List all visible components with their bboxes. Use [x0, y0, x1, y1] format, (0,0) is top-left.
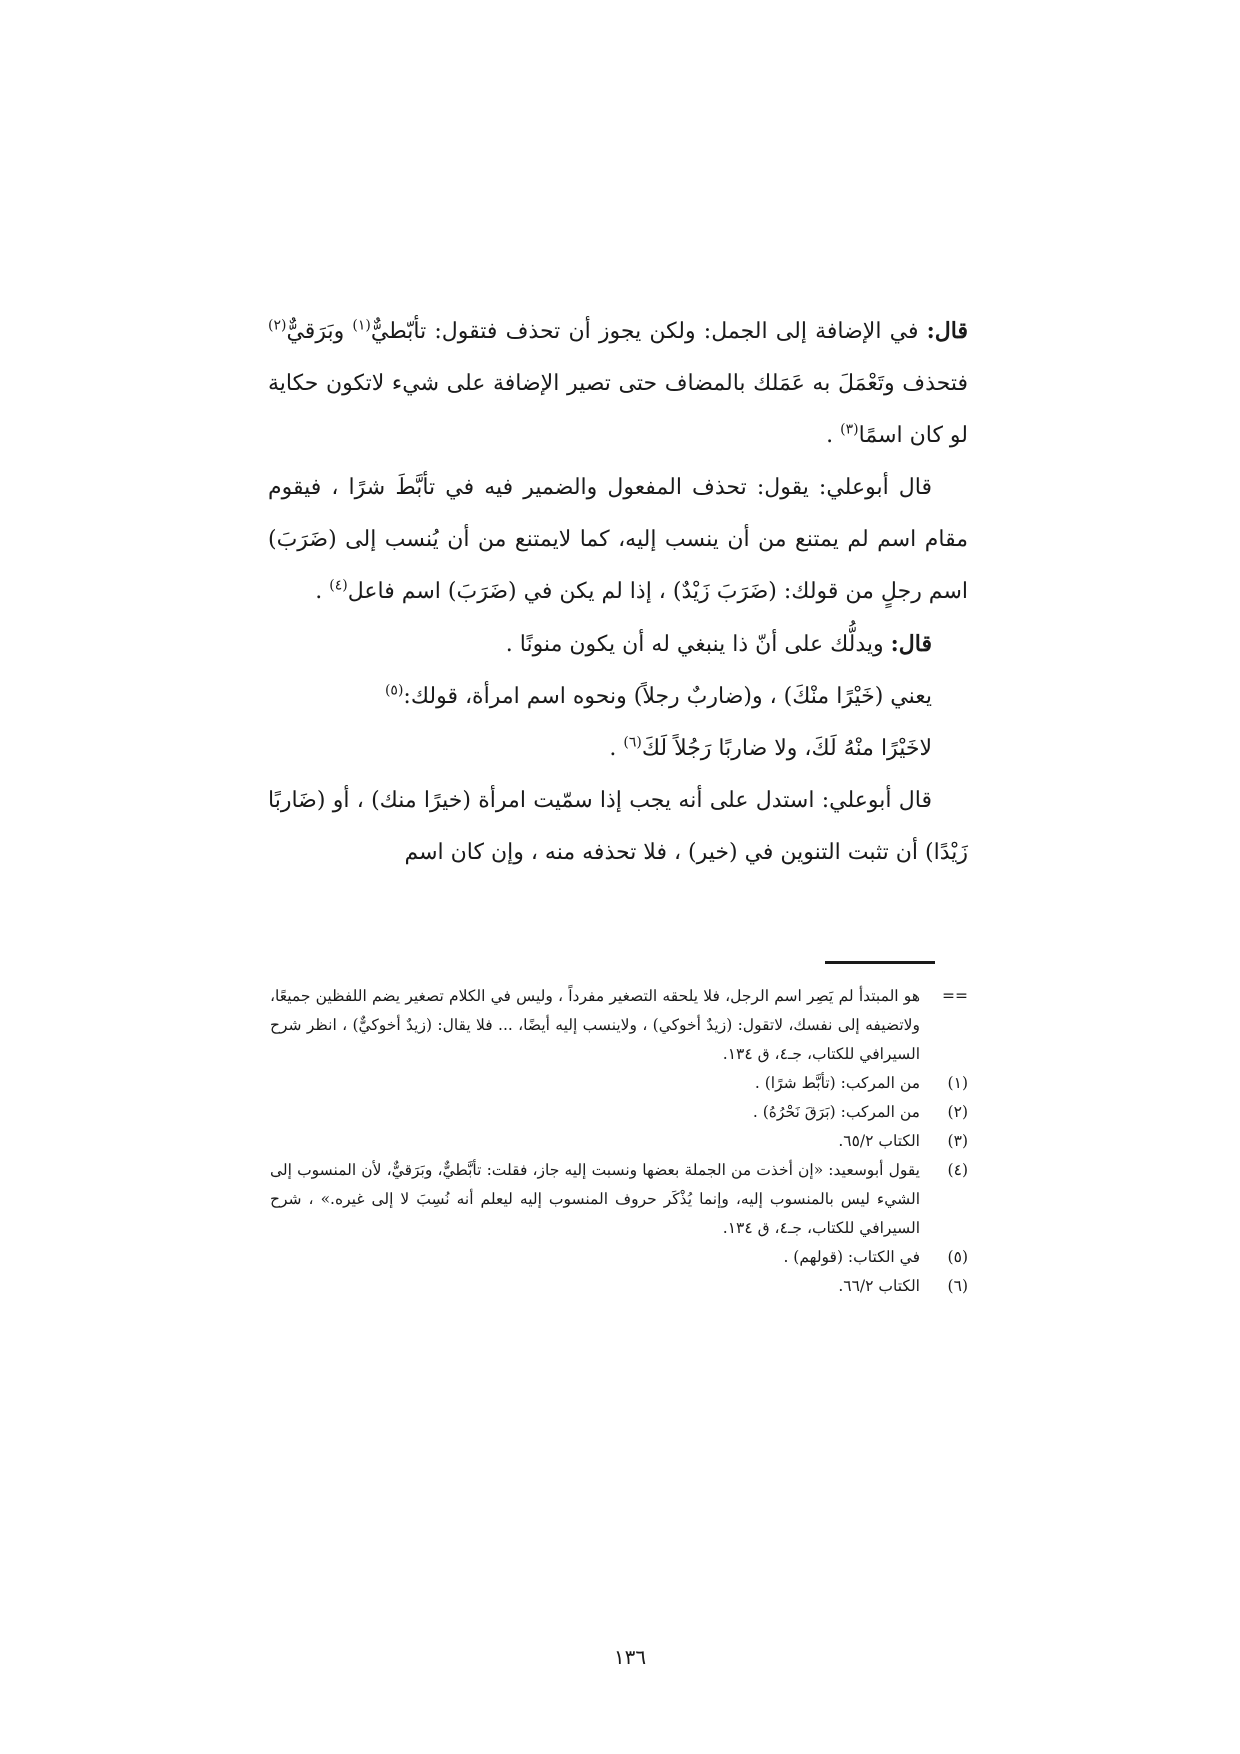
footnote-marker: (٣): [947, 1132, 968, 1150]
footnote-ref-2[interactable]: (٢): [268, 317, 287, 334]
footnote-marker: (٥): [947, 1248, 968, 1266]
footnote-marker: (١): [947, 1074, 968, 1092]
paragraph-6-text-a: قال أبوعلي: استدل على أنه يجب إذا سمّيت امرأة (خيرًا منك) ، أو (ضَاربًا زَيْدًا) أن تثبت التنوين في (خير) ، فلا تحذفه منه ، وإن كان اسم: [268, 788, 968, 865]
footnote-marker: (٦): [947, 1277, 968, 1295]
paragraph-4: [268, 671, 968, 723]
footnotes: [270, 982, 968, 1301]
main-text: [268, 305, 968, 879]
footnote-marker: (٤): [947, 1161, 968, 1179]
paragraph-3: [268, 618, 968, 671]
footnote-ref-5[interactable]: (٥): [384, 682, 404, 699]
paragraph-3-text-a: ويدلُّك على أنّ ذا ينبغي له أن يكون منونًا .: [505, 632, 891, 657]
footnote-1: [270, 1069, 968, 1098]
footnote-ref-1[interactable]: (١): [352, 317, 371, 334]
footnote-text: في الكتاب: (قولهم) .: [783, 1248, 920, 1266]
footnote-text: من المركب: (بَرَقَ نَحْرُهُ) .: [752, 1103, 920, 1121]
footnote-5: [270, 1243, 968, 1272]
paragraph-1-text-c: فتحذف وتَعْمَلَ به عَمَلك بالمضاف حتى تصير الإضافة على شيء لاتكون حكاية لو كان اسمًا: [268, 371, 968, 448]
paragraph-1-lead: قال:: [926, 318, 968, 344]
paragraph-3-lead: قال:: [890, 631, 932, 657]
paragraph-1-text-d: .: [826, 423, 841, 448]
footnote-ref-3[interactable]: (٣): [840, 421, 859, 438]
footnote-text: الكتاب ٦٥/٢.: [838, 1132, 920, 1150]
paragraph-2-text-a: قال أبوعلي: يقول: تحذف المفعول والضمير فيه في تأبَّطَ شرًا ، فيقوم مقام اسم لم يمتنع من أن ينسب إليه، كما لايمتنع من أن يُنسب إلى (ضَرَبَ) اسم رجلٍ من قولك: (ضَرَبَ زَيْدٌ) ، إذا لم يكن في (ضَرَبَ) اسم فاعل: [268, 475, 968, 604]
footnote-continuation: [270, 982, 968, 1069]
footnote-2: [270, 1098, 968, 1127]
paragraph-2-text-b: .: [315, 579, 330, 604]
footnote-ref-4[interactable]: (٤): [329, 577, 348, 594]
footnote-text: الكتاب ٦٦/٢.: [838, 1277, 920, 1295]
page-content: [268, 305, 968, 879]
footnote-marker: (٢): [947, 1103, 968, 1121]
page-number: ١٣٦: [613, 1645, 647, 1669]
footnote-ref-6[interactable]: (٦): [623, 734, 642, 751]
footnote-3: [270, 1127, 968, 1156]
footnote-text: هو المبتدأ لم يَصِر اسم الرجل، فلا يلحقه التصغير مفرداً ، وليس في الكلام تصغير يضم اللفظين جميعًا، ولاتضيفه إلى نفسك، لاتقول: (زيدٌ أخوكي) ، ولاينسب إليه أيضًا، ... فلا يقال: (زيدٌ أخوكيٌّ) ، انظر شرح السيرافي للكتاب، جـ٤، ق ١٣٤.: [270, 987, 920, 1063]
paragraph-1-text-a: في الإضافة إلى الجمل: ولكن يجوز أن تحذف فتقول: تأبّطيٌّ: [370, 319, 927, 344]
paragraph-5-text-b: .: [609, 736, 624, 761]
paragraph-1: [268, 305, 968, 462]
footnote-6: [270, 1272, 968, 1301]
paragraph-6: [268, 775, 968, 879]
footnote-marker: ==: [942, 987, 968, 1005]
paragraph-1-text-b: وبَرَقيٌّ: [286, 319, 353, 344]
paragraph-5-text-a: لاخَيْرًا منْهُ لَكَ، ولا ضاربًا رَجُلاً لَكَ: [641, 736, 932, 761]
paragraph-5: [268, 723, 968, 775]
footnote-separator: [825, 961, 935, 964]
paragraph-4-text-a: يعني (خَيْرًا منْكَ) ، و(ضاربٌ رجلاً) ونحوه اسم امرأة، قولك:: [403, 684, 932, 709]
footnote-text: من المركب: (تأبَّط شرًا) .: [754, 1074, 920, 1092]
footnote-4: [270, 1156, 968, 1243]
paragraph-2: [268, 462, 968, 618]
footnote-text: يقول أبوسعيد: «إن أخذت من الجملة بعضها ونسبت إليه جاز، فقلت: تأبَّطيٌّ، وبَرَقيٌّ، لأن المنسوب إلى الشيء ليس بالمنسوب إليه، وإنما يُذْكَر حروف المنسوب إليه ليعلم أنه نُسِبَ لا إلى غيره.» ، شرح السيرافي للكتاب، جـ٤، ق ١٣٤.: [270, 1161, 920, 1237]
